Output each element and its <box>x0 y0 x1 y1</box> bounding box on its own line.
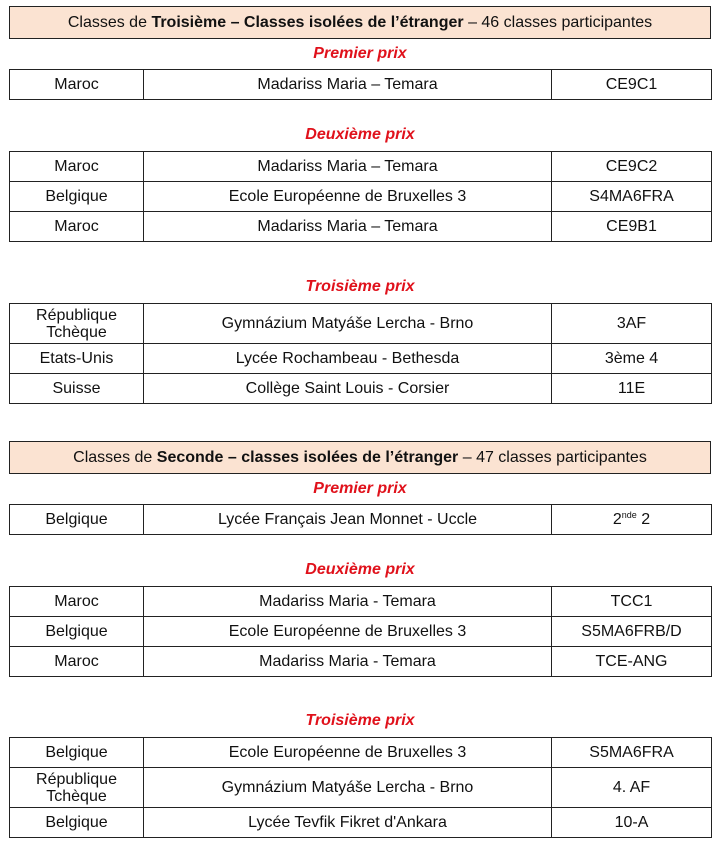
prize-table <box>9 151 712 242</box>
country-line: Tchèque <box>46 787 107 805</box>
country-cell: Maroc <box>10 70 144 100</box>
class-cell: S4MA6FRA <box>552 182 712 212</box>
prize-table <box>9 69 712 100</box>
table-row <box>10 212 712 242</box>
table-row <box>10 374 712 404</box>
prize-table <box>9 737 712 838</box>
country-cell: Etats-Unis <box>10 344 144 374</box>
country-cell: Belgique <box>10 738 144 768</box>
country-cell: Belgique <box>10 808 144 838</box>
section-header-seconde <box>9 441 711 474</box>
school-cell: Collège Saint Louis - Corsier <box>144 374 552 404</box>
table-row <box>10 152 712 182</box>
prize-table <box>9 504 712 535</box>
class-cell: CE9C1 <box>552 70 712 100</box>
country-cell: Belgique <box>10 505 144 535</box>
header-suffix: – 46 classes participantes <box>468 13 653 31</box>
school-cell: Lycée Tevfik Fikret d'Ankara <box>144 808 552 838</box>
header-prefix: Classes de <box>73 448 153 466</box>
school-cell: Madariss Maria - Temara <box>144 647 552 677</box>
class-cell: CE9C2 <box>552 152 712 182</box>
country-line: République <box>36 770 117 788</box>
country-cell: Belgique <box>10 617 144 647</box>
prize-title: Premier prix <box>313 45 407 62</box>
class-cell: 11E <box>552 374 712 404</box>
class-superscript: nde <box>621 510 637 520</box>
prize-table <box>9 303 712 404</box>
country-cell: Suisse <box>10 374 144 404</box>
table-row <box>10 617 712 647</box>
header-prefix: Classes de <box>67 13 147 31</box>
prize-title: Deuxième prix <box>305 126 415 143</box>
prize-title: Deuxième prix <box>305 561 415 578</box>
class-tail: 2 <box>636 511 651 528</box>
school-cell: Madariss Maria – Temara <box>144 212 552 242</box>
school-cell: Ecole Européenne de Bruxelles 3 <box>144 182 552 212</box>
table-row <box>10 768 712 808</box>
header-suffix: – 47 classes participantes <box>462 448 647 466</box>
section-header-troisieme <box>9 6 711 39</box>
table-row <box>10 808 712 838</box>
school-cell: Lycée Français Jean Monnet - Uccle <box>144 505 552 535</box>
school-cell: Madariss Maria – Temara <box>144 152 552 182</box>
table-row <box>10 70 712 100</box>
class-cell <box>552 505 712 535</box>
country-cell: Maroc <box>10 647 144 677</box>
country-cell: Maroc <box>10 152 144 182</box>
country-line: Tchèque <box>46 323 107 341</box>
school-cell: Lycée Rochambeau - Bethesda <box>144 344 552 374</box>
class-cell: 3ème 4 <box>552 344 712 374</box>
header-bold: Seconde – classes isolées de l’étranger <box>156 448 459 466</box>
prize-title: Troisième prix <box>305 278 415 295</box>
class-cell: S5MA6FRA <box>552 738 712 768</box>
class-cell: CE9B1 <box>552 212 712 242</box>
prize-title: Troisième prix <box>305 712 415 729</box>
prize-title: Premier prix <box>313 480 407 497</box>
school-cell: Gymnázium Matyáše Lercha - Brno <box>144 768 552 808</box>
school-cell: Madariss Maria – Temara <box>144 70 552 100</box>
class-cell: 4. AF <box>552 768 712 808</box>
header-bold: Troisième – Classes isolées de l’étranger <box>151 13 464 31</box>
school-cell: Ecole Européenne de Bruxelles 3 <box>144 617 552 647</box>
table-row <box>10 304 712 344</box>
school-cell: Madariss Maria - Temara <box>144 587 552 617</box>
school-cell: Ecole Européenne de Bruxelles 3 <box>144 738 552 768</box>
country-cell <box>10 304 144 344</box>
class-cell: S5MA6FRB/D <box>552 617 712 647</box>
country-line: République <box>36 306 117 324</box>
prize-table <box>9 586 712 677</box>
school-cell: Gymnázium Matyáše Lercha - Brno <box>144 304 552 344</box>
class-cell: TCC1 <box>552 587 712 617</box>
table-row <box>10 587 712 617</box>
country-cell <box>10 768 144 808</box>
class-cell: TCE-ANG <box>552 647 712 677</box>
table-row <box>10 647 712 677</box>
table-row <box>10 182 712 212</box>
table-row <box>10 344 712 374</box>
table-row <box>10 738 712 768</box>
class-base: 2 <box>612 511 622 528</box>
table-row <box>10 505 712 535</box>
country-cell: Belgique <box>10 182 144 212</box>
class-cell: 10-A <box>552 808 712 838</box>
country-cell: Maroc <box>10 212 144 242</box>
class-cell: 3AF <box>552 304 712 344</box>
country-cell: Maroc <box>10 587 144 617</box>
